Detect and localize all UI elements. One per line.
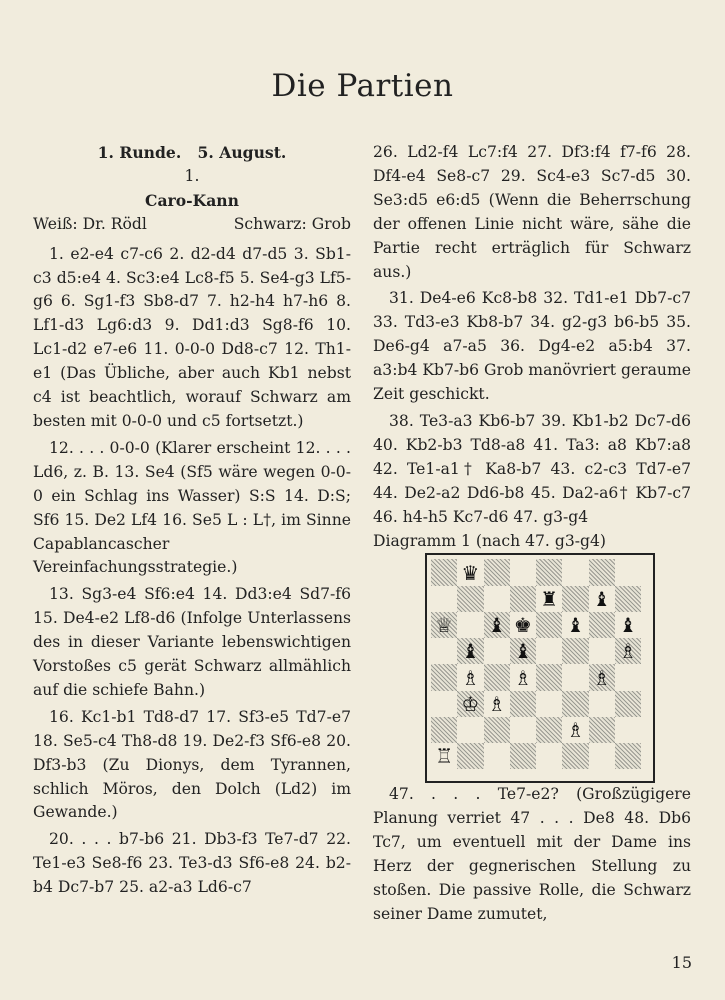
chess-piece: ♝ (618, 613, 637, 638)
board-square-b2 (457, 717, 483, 743)
game-paragraph: 16. Kc1-b1 Td8-d7 17. Sf3-e5 Td7-e7 18. Se5-c4 Th8-d8 19. De2-f3 Sf6-e8 20. Df3-b3 (Zu Dionys, dem Tyrannen, schlich Möros, den Dolch (Ld2) im Gewande.) (33, 707, 351, 822)
game-paragraph: 1. e2-e4 c7-c6 2. d2-d4 d7-d5 3. Sb1-c3 d5:e4 4. Sc3:e4 Lc8-f5 5. Se4-g3 Lf5-g6 6. Sg1-f3 Sb8-d7 7. h2-h4 h7-h6 8. Lf1-d3 Lg6:d3 9. Dd1:d3 Sg8-f6 10. Lc1-d2 e7-e6 11. 0-0-0 Dd8-c7 12. Th1-e1 (Das Übliche, aber auch Kb1 nebst c4 ist beachtlich, worauf Schwarz am besten mit 0-0-0 und c5 fortsetzt.) (33, 244, 351, 430)
board-square-c8 (484, 559, 510, 585)
page-title: Die Partien (271, 68, 454, 104)
chess-piece: ♗ (487, 691, 506, 716)
chess-diagram (425, 553, 655, 783)
board-square-c1 (484, 743, 510, 769)
board-square-e5 (536, 638, 562, 664)
board-square-b7 (457, 586, 483, 612)
board-square-f2 (562, 717, 588, 743)
board-square-b5 (457, 638, 483, 664)
board-square-d8 (510, 559, 536, 585)
board-square-d3 (510, 691, 536, 717)
game-paragraph: 12. . . . 0-0-0 (Klarer erscheint 12. . . . Ld6, z. B. 13. Se4 (Sf5 wäre wegen 0-0-0 ein Schlag ins Wasser) S:S 14. D:S; Sf6 15. De2 Lf4 16. Se5 L : L†, im Sinne Capablancascher Vereinfachungsstrategie.) (33, 438, 351, 577)
board-square-h1 (615, 743, 641, 769)
board-square-h3 (615, 691, 641, 717)
board-square-b3 (457, 691, 483, 717)
board-square-f1 (562, 743, 588, 769)
chess-piece: ♕ (435, 613, 454, 638)
board-square-a2 (431, 717, 457, 743)
game-paragraph: 20. . . . b7-b6 21. Db3-f3 Te7-d7 22. Te1-e3 Se8-f6 23. Te3-d3 Sf6-e8 24. b2-b4 Dc7-b7 25. a2-a3 Ld6-c7 (33, 830, 351, 897)
board-square-d5 (510, 638, 536, 664)
board-square-h8 (615, 559, 641, 585)
board-square-g4 (589, 664, 615, 690)
board-square-f8 (562, 559, 588, 585)
game-paragraph: 38. Te3-a3 Kb6-b7 39. Kb1-b2 Dc7-d6 40. Kb2-b3 Td8-a8 41. Ta3: a8 Kb7:a8 42. Te1-a1† Ka8-b7 43. c2-c3 Td7-e7 44. De2-a2 Dd6-b8 45. Da2-a6† Kb7-c7 46. h4-h5 Kc7-d6 47. g3-g4 (373, 411, 691, 526)
board-square-e4 (536, 664, 562, 690)
board-square-g8 (589, 559, 615, 585)
chess-piece: ♝ (592, 586, 611, 611)
board-square-g6 (589, 612, 615, 638)
board-square-f3 (562, 691, 588, 717)
board-square-d2 (510, 717, 536, 743)
board-square-g2 (589, 717, 615, 743)
left-column (33, 141, 351, 900)
game-paragraph: 47. . . . Te7-e2? (Großzügigere Planung verriet 47 . . . De8 48. Db6 Tc7, um eventuell mit der Dame ins Herz der gegnerischen Stellung zu stoßen. Die passive Rolle, die Schwarz seiner Dame zumutet, (373, 785, 691, 923)
diagram-caption: Diagramm 1 (nach 47. g3-g4) (373, 531, 607, 550)
round-heading: 1. Runde. 5. August. (97, 143, 287, 162)
board-square-g5 (589, 638, 615, 664)
board-square-h2 (615, 717, 641, 743)
chess-piece: ♖ (435, 744, 454, 769)
board-square-b8 (457, 559, 483, 585)
board-square-c6 (484, 612, 510, 638)
white-player: Weiß: Dr. Rödl (33, 214, 147, 233)
opening-name: Caro-Kann (145, 190, 239, 210)
board-square-d4 (510, 664, 536, 690)
board-square-c5 (484, 638, 510, 664)
game-paragraph: 31. De4-e6 Kc8-b8 32. Td1-e1 Db7-c7 33. Td3-e3 Kb8-b7 34. g2-g3 b6-b5 35. De6-g4 a7-a5 36. Dg4-e2 a5:b4 37. a3:b4 Kb7-b6 Grob manövriert geraume Zeit geschickt. (373, 289, 691, 404)
board-square-e3 (536, 691, 562, 717)
board-square-h4 (615, 664, 641, 690)
board-square-c3 (484, 691, 510, 717)
chess-piece: ♗ (461, 665, 480, 690)
board-square-c7 (484, 586, 510, 612)
game-number: 1. (184, 166, 200, 185)
board-square-d7 (510, 586, 536, 612)
game-paragraph: 13. Sg3-e4 Sf6:e4 14. Dd3:e4 Sd7-f6 15. De4-e2 Lf8-d6 (Infolge Unterlassens des in dieser Variante lebenswichtigen Vorstoßes c5 gerät Schwarz allmählich auf die schiefe Bahn.) (33, 585, 351, 699)
players-line (33, 213, 351, 237)
chess-piece: ♗ (513, 665, 532, 690)
board-square-a5 (431, 638, 457, 664)
chess-piece: ♗ (566, 718, 585, 743)
board-square-g3 (589, 691, 615, 717)
board-square-d1 (510, 743, 536, 769)
board-square-h6 (615, 612, 641, 638)
black-player: Schwarz: Grob (233, 214, 351, 233)
chess-piece: ♝ (566, 613, 585, 638)
board-square-g1 (589, 743, 615, 769)
chess-piece: ♝ (513, 639, 532, 664)
chess-board (431, 559, 641, 769)
board-square-h7 (615, 586, 641, 612)
board-square-f7 (562, 586, 588, 612)
board-square-a6 (431, 612, 457, 638)
board-square-a7 (431, 586, 457, 612)
chess-piece: ♗ (592, 665, 611, 690)
chess-piece: ♝ (487, 613, 506, 638)
board-square-e2 (536, 717, 562, 743)
board-square-e6 (536, 612, 562, 638)
board-square-c2 (484, 717, 510, 743)
board-square-b4 (457, 664, 483, 690)
page-number: 15 (671, 953, 692, 972)
board-square-a3 (431, 691, 457, 717)
board-square-e7 (536, 586, 562, 612)
board-square-a8 (431, 559, 457, 585)
board-square-g7 (589, 586, 615, 612)
board-square-f6 (562, 612, 588, 638)
board-square-c4 (484, 664, 510, 690)
board-square-f5 (562, 638, 588, 664)
board-square-d6 (510, 612, 536, 638)
board-square-a4 (431, 664, 457, 690)
chess-piece: ♗ (618, 639, 637, 664)
board-square-e1 (536, 743, 562, 769)
chess-piece: ♝ (461, 639, 480, 664)
chess-piece: ♚ (513, 613, 532, 638)
board-square-a1 (431, 743, 457, 769)
chess-piece: ♜ (540, 586, 559, 611)
right-column (373, 141, 691, 927)
board-square-e8 (536, 559, 562, 585)
chess-piece: ♛ (461, 560, 480, 585)
game-paragraph: 26. Ld2-f4 Lc7:f4 27. Df3:f4 f7-f6 28. Df4-e4 Se8-c7 29. Sc4-e3 Sc7-d5 30. Se3:d5 e6:d5 (Wenn die Beherrschung der offenen Linie nicht wäre, sähe die Partie recht erträglich für Schwarz aus.) (373, 143, 691, 281)
board-square-b6 (457, 612, 483, 638)
board-square-b1 (457, 743, 483, 769)
board-square-h5 (615, 638, 641, 664)
board-square-f4 (562, 664, 588, 690)
chess-piece: ♔ (461, 691, 480, 716)
